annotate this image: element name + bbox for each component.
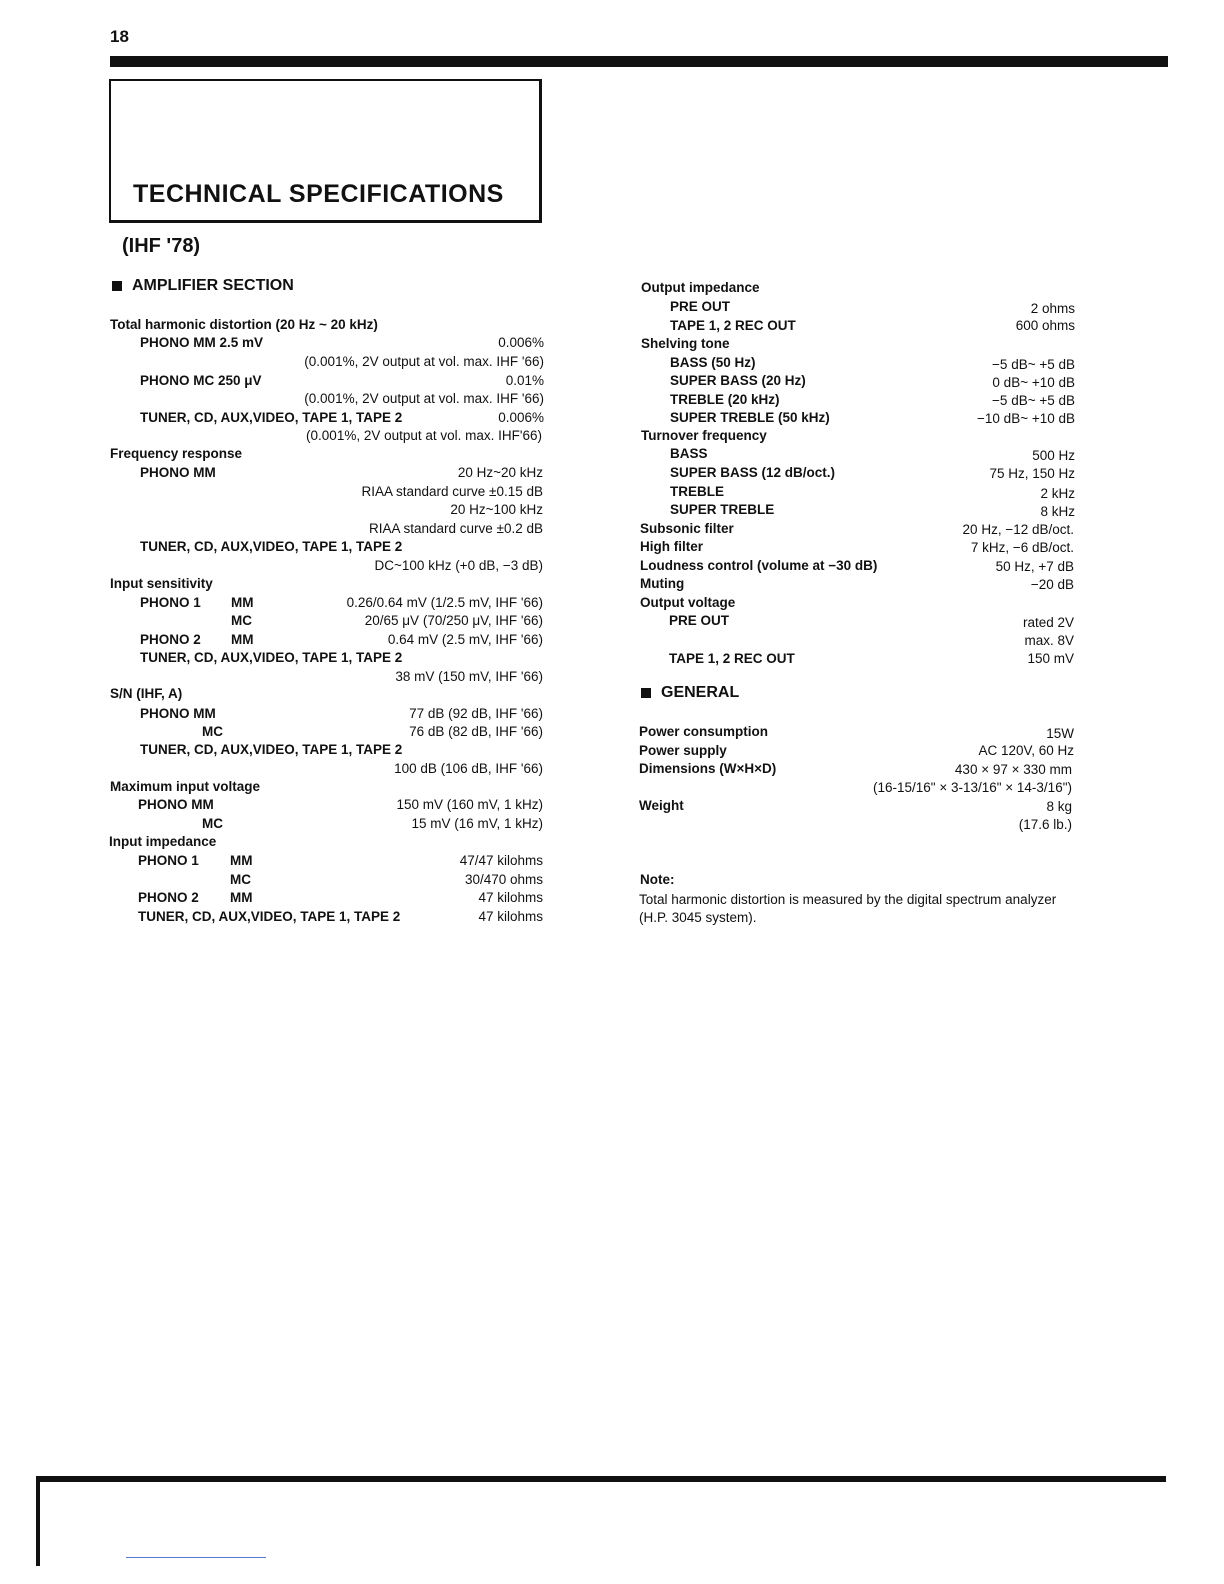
bottom-rule bbox=[36, 1476, 1166, 1482]
ii-p2-mm-value: 47 kilohms bbox=[478, 890, 543, 905]
dimensions-inch-value: (16-15/16" × 3-13/16" × 14-3/16") bbox=[872, 780, 1072, 795]
thd-label: Total harmonic distortion (20 Hz ~ 20 kHz) bbox=[110, 317, 378, 332]
tf-sbass-value: 75 Hz, 150 Hz bbox=[989, 466, 1075, 481]
power-label: Power consumption bbox=[639, 724, 769, 739]
spec-row bbox=[641, 354, 1075, 372]
spec-row bbox=[109, 833, 543, 851]
spec-row bbox=[640, 594, 1074, 612]
general-heading-label: GENERAL bbox=[661, 684, 740, 701]
spec-row bbox=[640, 650, 1074, 668]
sn-mc-value: 76 dB (82 dB, IHF '66) bbox=[409, 724, 543, 739]
page-title: TECHNICAL SPECIFICATIONS bbox=[133, 180, 504, 208]
fr-tuner-value: DC~100 kHz (+0 dB, −3 dB) bbox=[374, 558, 543, 573]
ii-p1-mc-value: 30/470 ohms bbox=[464, 872, 543, 887]
subsonic-value: 20 Hz, −12 dB/oct. bbox=[962, 522, 1074, 537]
is-mc-label: MC bbox=[231, 613, 252, 628]
st-sbass-value: 0 dB~ +10 dB bbox=[992, 375, 1075, 390]
tf-sbass-label: SUPER BASS (12 dB/oct.) bbox=[670, 465, 836, 480]
top-rule bbox=[110, 56, 1168, 67]
spec-row bbox=[110, 334, 544, 352]
st-streble-value: −10 dB~ +10 dB bbox=[977, 411, 1075, 426]
tf-streble-label: SUPER TREBLE bbox=[670, 502, 775, 517]
square-bullet-icon bbox=[112, 281, 122, 291]
spec-row bbox=[110, 631, 543, 649]
tf-label: Turnover frequency bbox=[641, 428, 767, 443]
ii-tuner-value: 47 kilohms bbox=[478, 909, 543, 924]
spec-row bbox=[640, 538, 1074, 556]
spec-row bbox=[639, 797, 1072, 815]
thd-mc-label: PHONO MC 250 μV bbox=[140, 373, 262, 388]
spec-row bbox=[641, 317, 1075, 335]
spec-row bbox=[109, 871, 543, 889]
spec-row bbox=[110, 520, 543, 538]
ov-tape-label: TAPE 1, 2 REC OUT bbox=[669, 651, 795, 666]
spec-row bbox=[110, 685, 543, 703]
sn-mc-label: MC bbox=[202, 724, 223, 739]
sn-tuner-label: TUNER, CD, AUX,VIDEO, TAPE 1, TAPE 2 bbox=[140, 742, 403, 757]
thd-mm-value: 0.006% bbox=[498, 335, 544, 350]
amplifier-section-heading bbox=[112, 277, 294, 295]
is-p1-mm-value: 0.26/0.64 mV (1/2.5 mV, IHF '66) bbox=[346, 595, 543, 610]
ii-mm-label: MM bbox=[230, 853, 253, 868]
spec-row bbox=[110, 538, 543, 556]
ii-p1-mm-value: 47/47 kilohms bbox=[459, 853, 543, 868]
power-value: 15W bbox=[1046, 726, 1074, 741]
ov-pre-max-value: max. 8V bbox=[1024, 633, 1074, 648]
fr-mm-label: PHONO MM bbox=[140, 465, 216, 480]
spec-row bbox=[110, 464, 543, 482]
spec-row bbox=[110, 316, 544, 334]
ii-label: Input impedance bbox=[109, 834, 217, 849]
tf-bass-label: BASS bbox=[670, 446, 708, 461]
spec-row bbox=[110, 594, 543, 612]
fr-mm-value: 20 Hz~100 kHz bbox=[450, 502, 543, 517]
st-treble-label: TREBLE (20 kHz) bbox=[670, 392, 780, 407]
subsonic-label: Subsonic filter bbox=[640, 521, 734, 536]
spec-row bbox=[641, 501, 1075, 519]
spec-row bbox=[640, 575, 1074, 593]
note-heading: Note: bbox=[640, 872, 675, 887]
spec-row bbox=[110, 796, 543, 814]
spec-row bbox=[641, 279, 1075, 297]
spec-row bbox=[110, 575, 543, 593]
spec-row bbox=[110, 815, 543, 833]
thd-mc-value: 0.01% bbox=[505, 373, 544, 388]
weight-lb-value: (17.6 lb.) bbox=[1018, 817, 1072, 832]
st-label: Shelving tone bbox=[641, 336, 730, 351]
spec-row bbox=[639, 816, 1072, 834]
st-sbass-label: SUPER BASS (20 Hz) bbox=[670, 373, 806, 388]
spec-row bbox=[641, 372, 1075, 390]
spec-row bbox=[640, 612, 1074, 630]
fr-mm-value: 20 Hz~20 kHz bbox=[457, 465, 543, 480]
oi-label: Output impedance bbox=[641, 280, 760, 295]
is-mm-label: MM bbox=[231, 632, 254, 647]
page-number: 18 bbox=[110, 27, 129, 46]
sn-mm-label: PHONO MM bbox=[140, 706, 216, 721]
st-bass-label: BASS (50 Hz) bbox=[670, 355, 756, 370]
is-mm-label: MM bbox=[231, 595, 254, 610]
spec-row bbox=[640, 557, 1074, 575]
miv-mc-label: MC bbox=[202, 816, 223, 831]
spec-row bbox=[639, 742, 1074, 760]
spec-row bbox=[109, 889, 543, 907]
loudness-value: 50 Hz, +7 dB bbox=[995, 559, 1074, 574]
square-bullet-icon bbox=[641, 688, 651, 698]
ov-tape-value: 150 mV bbox=[1027, 651, 1074, 666]
st-treble-value: −5 dB~ +5 dB bbox=[992, 393, 1075, 408]
is-tuner-value: 38 mV (150 mV, IHF '66) bbox=[395, 669, 543, 684]
fr-tuner-label: TUNER, CD, AUX,VIDEO, TAPE 1, TAPE 2 bbox=[140, 539, 403, 554]
sn-tuner-value: 100 dB (106 dB, IHF '66) bbox=[394, 761, 543, 776]
weight-label: Weight bbox=[639, 798, 684, 813]
fr-mm-value: RIAA standard curve ±0.15 dB bbox=[361, 484, 543, 499]
spec-row bbox=[110, 778, 543, 796]
spec-row bbox=[639, 723, 1074, 741]
fr-label: Frequency response bbox=[110, 446, 243, 461]
spec-row bbox=[641, 409, 1075, 427]
spec-row bbox=[110, 445, 544, 463]
miv-mm-label: PHONO MM bbox=[138, 797, 214, 812]
spec-row bbox=[640, 520, 1074, 538]
tf-bass-value: 500 Hz bbox=[1032, 448, 1075, 463]
spec-row bbox=[110, 501, 543, 519]
ii-p1-label: PHONO 1 bbox=[138, 853, 199, 868]
muting-label: Muting bbox=[640, 576, 685, 591]
weight-value: 8 kg bbox=[1046, 799, 1072, 814]
supply-value: AC 120V, 60 Hz bbox=[978, 743, 1074, 758]
spec-row bbox=[109, 852, 543, 870]
bottom-left-rule bbox=[36, 1476, 40, 1566]
is-tuner-label: TUNER, CD, AUX,VIDEO, TAPE 1, TAPE 2 bbox=[140, 650, 403, 665]
spec-row bbox=[110, 483, 543, 501]
spec-row bbox=[641, 298, 1075, 316]
thd-mm-note: (0.001%, 2V output at vol. max. IHF '66) bbox=[304, 354, 544, 369]
spec-row bbox=[640, 632, 1074, 650]
dimensions-value: 430 × 97 × 330 mm bbox=[954, 762, 1072, 777]
spec-row bbox=[641, 445, 1075, 463]
spec-row bbox=[110, 353, 544, 371]
spec-row bbox=[110, 409, 544, 427]
ii-tuner-label: TUNER, CD, AUX,VIDEO, TAPE 1, TAPE 2 bbox=[138, 909, 401, 924]
ii-mm-label: MM bbox=[230, 890, 253, 905]
spec-row bbox=[639, 779, 1072, 797]
amplifier-heading-label: AMPLIFIER SECTION bbox=[132, 277, 294, 294]
is-p1-mc-value: 20/65 μV (70/250 μV, IHF '66) bbox=[364, 613, 543, 628]
thd-tuner-note: (0.001%, 2V output at vol. max. IHF'66) bbox=[306, 428, 542, 443]
dimensions-label: Dimensions (W×H×D) bbox=[639, 761, 777, 776]
note-body: Total harmonic distortion is measured by the digital spectrum analyzer (H.P. 3045 system). bbox=[639, 892, 1057, 925]
ii-p2-label: PHONO 2 bbox=[138, 890, 199, 905]
blue-underline bbox=[126, 1557, 266, 1558]
loudness-label: Loudness control (volume at −30 dB) bbox=[640, 558, 878, 573]
tf-treble-value: 2 kHz bbox=[1040, 486, 1075, 501]
spec-row bbox=[641, 464, 1075, 482]
is-p2-label: PHONO 2 bbox=[140, 632, 201, 647]
muting-value: −20 dB bbox=[1030, 577, 1074, 592]
spec-row bbox=[110, 390, 544, 408]
spec-row bbox=[110, 705, 543, 723]
spec-row bbox=[641, 335, 1075, 353]
tf-treble-label: TREBLE bbox=[670, 484, 724, 499]
oi-pre-label: PRE OUT bbox=[670, 299, 731, 314]
oi-tape-value: 600 ohms bbox=[1015, 318, 1075, 333]
spec-row bbox=[110, 741, 543, 759]
miv-mm-value: 150 mV (160 mV, 1 kHz) bbox=[396, 797, 543, 812]
spec-row bbox=[110, 557, 543, 575]
miv-mc-value: 15 mV (16 mV, 1 kHz) bbox=[411, 816, 543, 831]
high-filter-label: High filter bbox=[640, 539, 703, 554]
sn-label: S/N (IHF, A) bbox=[110, 686, 183, 701]
ov-pre-value: rated 2V bbox=[1022, 615, 1074, 630]
ov-pre-label: PRE OUT bbox=[669, 613, 730, 628]
thd-tuner-value: 0.006% bbox=[498, 410, 544, 425]
ov-label: Output voltage bbox=[640, 595, 736, 610]
spec-row bbox=[110, 723, 543, 741]
thd-mc-note: (0.001%, 2V output at vol. max. IHF '66) bbox=[304, 391, 544, 406]
general-section-heading bbox=[641, 684, 739, 702]
spec-row bbox=[641, 391, 1075, 409]
spec-row bbox=[110, 427, 542, 445]
oi-tape-label: TAPE 1, 2 REC OUT bbox=[670, 318, 796, 333]
oi-pre-value: 2 ohms bbox=[1030, 301, 1075, 316]
fr-mm-value: RIAA standard curve ±0.2 dB bbox=[368, 521, 543, 536]
spec-row bbox=[109, 908, 543, 926]
spec-row bbox=[110, 612, 543, 630]
miv-label: Maximum input voltage bbox=[110, 779, 261, 794]
st-streble-label: SUPER TREBLE (50 kHz) bbox=[670, 410, 830, 425]
is-label: Input sensitivity bbox=[110, 576, 213, 591]
is-p1-label: PHONO 1 bbox=[140, 595, 201, 610]
spec-row bbox=[110, 668, 543, 686]
thd-tuner-label: TUNER, CD, AUX,VIDEO, TAPE 1, TAPE 2 bbox=[140, 410, 403, 425]
spec-row bbox=[110, 372, 544, 390]
spec-row bbox=[641, 483, 1075, 501]
page-subtitle: (IHF '78) bbox=[122, 235, 201, 257]
spec-row bbox=[639, 760, 1072, 778]
high-filter-value: 7 kHz, −6 dB/oct. bbox=[970, 540, 1074, 555]
is-p2-mm-value: 0.64 mV (2.5 mV, IHF '66) bbox=[387, 632, 543, 647]
ii-mc-label: MC bbox=[230, 872, 251, 887]
st-bass-value: −5 dB~ +5 dB bbox=[992, 357, 1075, 372]
thd-mm-label: PHONO MM 2.5 mV bbox=[140, 335, 264, 350]
tf-streble-value: 8 kHz bbox=[1040, 504, 1075, 519]
spec-row bbox=[110, 649, 543, 667]
sn-mm-value: 77 dB (92 dB, IHF '66) bbox=[409, 706, 543, 721]
spec-row bbox=[641, 427, 1075, 445]
spec-row bbox=[110, 760, 543, 778]
supply-label: Power supply bbox=[639, 743, 727, 758]
